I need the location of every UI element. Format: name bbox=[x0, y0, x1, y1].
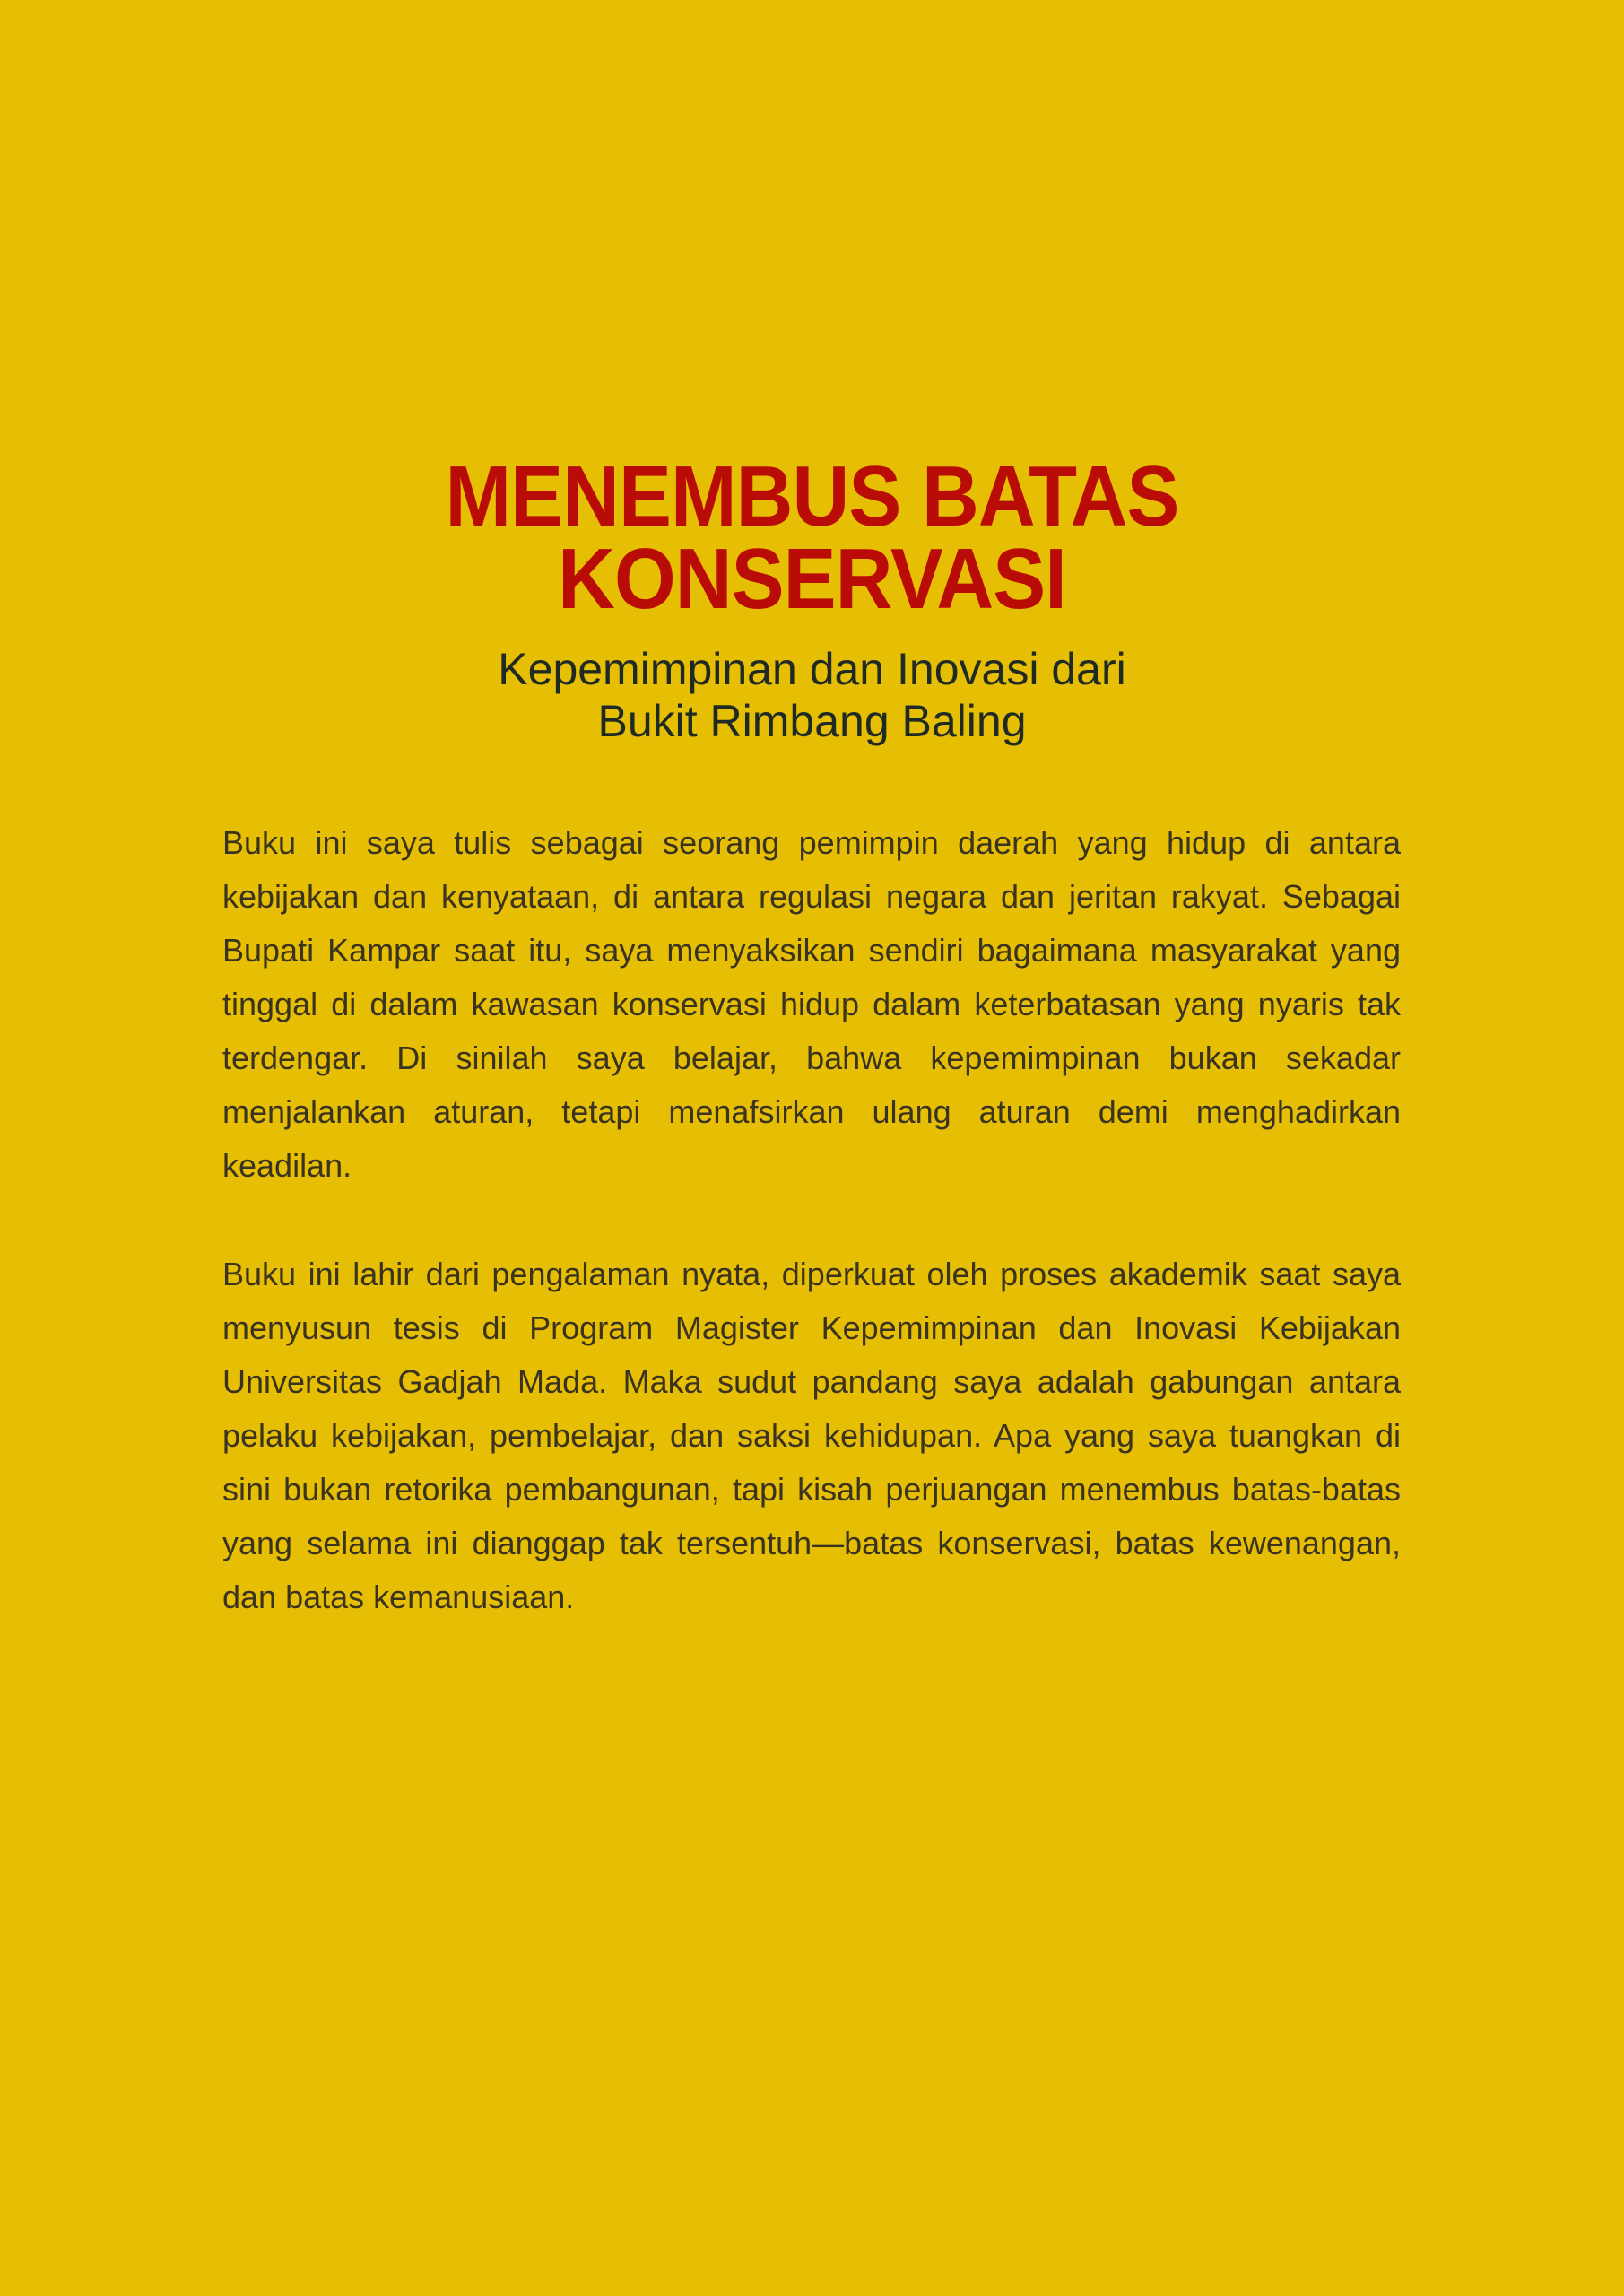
blurb-paragraph-1: Buku ini saya tulis sebagai seorang pemimpin daerah yang hidup di antara kebijakan dan kenyataan, di antara regulasi negara dan jeritan rakyat. Sebagai Bupati Kampar saat itu, saya menyaksikan sendiri bagaimana masyarakat yang tinggal di dalam kawasan konservasi hidup dalam keterbatasan yang nyaris tak terdengar. Di sinilah saya belajar, bahwa kepemimpinan bukan sekadar menjalankan aturan, tetapi menafsirkan ulang aturan demi menghadirkan keadilan. bbox=[222, 824, 1401, 1184]
book-title bbox=[0, 448, 1624, 627]
book-subtitle bbox=[0, 643, 1624, 747]
subtitle-line-1: Kepemimpinan dan Inovasi dari bbox=[498, 644, 1126, 694]
title-line-2: KONSERVASI bbox=[558, 531, 1066, 627]
title-line-1: MENEMBUS BATAS bbox=[445, 448, 1179, 544]
blurb-paragraph-2: Buku ini lahir dari pengalaman nyata, diperkuat oleh proses akademik saat saya menyusun tesis di Program Magister Kepemimpinan dan Inovasi Kebijakan Universitas Gadjah Mada. Maka sudut pandang saya adalah gabungan antara pelaku kebijakan, pembelajar, dan saksi kehidupan. Apa yang saya tuangkan di sini bukan retorika pembangunan, tapi kisah perjuangan menembus batas-batas yang selama ini dianggap tak tersentuh—batas konservasi, batas kewenangan, dan batas kemanusiaan. bbox=[222, 1256, 1401, 1615]
subtitle-line-2: Bukit Rimbang Baling bbox=[597, 696, 1027, 746]
